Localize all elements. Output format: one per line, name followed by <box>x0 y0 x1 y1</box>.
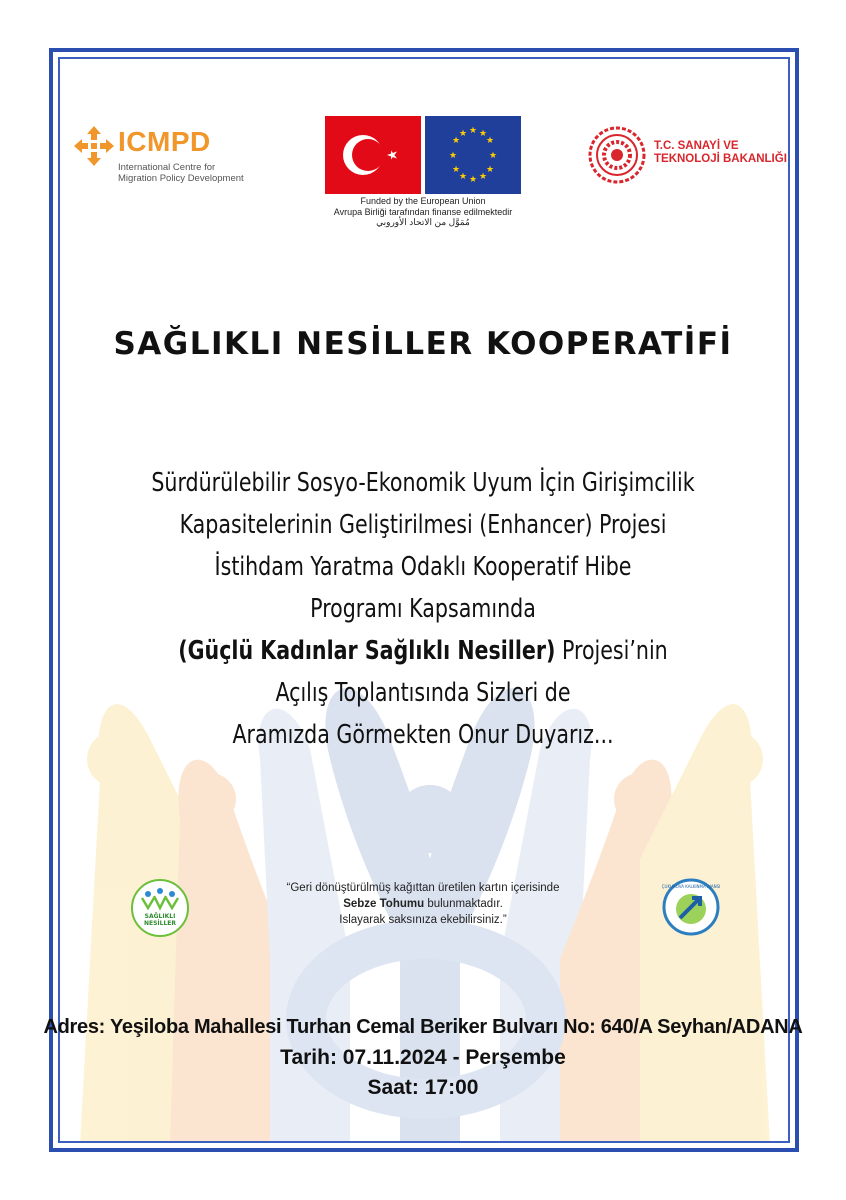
eu-flag-icon <box>425 116 521 194</box>
body-line-6: Açılış Toplantısında Sizleri de <box>275 678 571 708</box>
left-logo-text-2: NESİLLER <box>143 920 177 927</box>
svg-text:★: ★ <box>485 165 495 175</box>
icmpd-subtitle <box>118 162 278 184</box>
turkey-flag-icon <box>325 116 421 194</box>
icmpd-subtitle-line1: International Centre for <box>118 162 216 173</box>
note-line2 <box>240 896 606 912</box>
svg-text:★: ★ <box>478 172 488 182</box>
body-line-2: Kapasitelerinin Geliştirilmesi (Enhancer) Projesi <box>179 510 667 540</box>
body-line-7: Aramızda Görmekten Onur Duyarız... <box>232 720 614 750</box>
address-label: Adres: <box>43 1016 106 1038</box>
svg-text:★: ★ <box>485 136 495 146</box>
body-line-3: İstihdam Yaratma Odaklı Kooperatif Hibe <box>214 552 632 582</box>
address-value: Yeşiloba Mahallesi Turhan Cemal Beriker Bulvarı No: 640/A Seyhan/ADANA <box>109 1016 803 1038</box>
address-line <box>0 1016 846 1039</box>
date-line <box>0 1046 846 1070</box>
svg-text:★: ★ <box>458 129 468 139</box>
invitation-body <box>139 462 707 756</box>
time-line <box>0 1076 846 1100</box>
icmpd-logo <box>74 124 254 188</box>
svg-text:★: ★ <box>448 151 458 161</box>
icmpd-arrows-icon <box>74 126 114 166</box>
note-line1: “Geri dönüştürülmüş kağıttan üretilen kartın içerisinde <box>286 882 560 894</box>
body-line-1: Sürdürülebilir Sosyo-Ekonomik Uyum İçin Girişimcilik <box>151 468 695 498</box>
svg-text:★: ★ <box>451 136 461 146</box>
svg-text:★: ★ <box>468 126 478 136</box>
svg-text:★: ★ <box>488 151 498 161</box>
date-label: Tarih: <box>280 1046 337 1069</box>
cooperative-title: SAĞLIKLI NESİLLER KOOPERATİFİ <box>113 326 733 362</box>
ministry-name <box>654 140 787 166</box>
funded-line3: مُمَوَّل من الاتحاد الأوروبي <box>376 217 470 227</box>
time-value: 17:00 <box>424 1076 479 1099</box>
ministry-line2: TEKNOLOJİ BAKANLIĞI <box>654 153 787 165</box>
left-logo-text-1: SAĞLIKLI <box>144 913 176 920</box>
flags-group <box>325 116 521 194</box>
ministry-gear-icon <box>588 126 646 184</box>
body-line-5 <box>139 630 707 672</box>
cukurova-agency-logo <box>662 878 720 936</box>
note-line2-rest: bulunmaktadır. <box>424 898 503 910</box>
note-line3: Islayarak saksınıza ekebilirsiniz.” <box>339 914 507 926</box>
time-label: Saat: <box>367 1076 419 1099</box>
body-line-4: Programı Kapsamında <box>310 594 536 624</box>
svg-text:★: ★ <box>458 172 468 182</box>
seed-note <box>240 880 606 928</box>
svg-text:★: ★ <box>451 165 461 175</box>
funded-by-eu-text <box>300 196 546 228</box>
date-value: 07.11.2024 - Perşembe <box>342 1046 566 1069</box>
body-line-5-rest: Projesi’nin <box>555 636 668 666</box>
funded-line1: Funded by the European Union <box>360 196 486 206</box>
project-name: (Güçlü Kadınlar Sağlıklı Nesiller) <box>178 636 556 666</box>
saglikli-nesiller-logo <box>130 878 190 938</box>
funded-line2: Avrupa Birliği tarafından finanse edilmektedir <box>333 206 513 217</box>
svg-text:★: ★ <box>468 175 478 185</box>
ministry-line1: T.C. SANAYİ VE <box>654 140 739 152</box>
ministry-logo <box>588 126 788 186</box>
icmpd-name: ICMPD <box>118 126 211 157</box>
icmpd-subtitle-line2: Migration Policy Development <box>118 173 244 184</box>
note-seed-bold: Sebze Tohumu <box>343 898 425 910</box>
right-logo-text: ÇUKUROVA KALKINMA AJANSI <box>662 884 720 889</box>
svg-text:★: ★ <box>478 129 488 139</box>
